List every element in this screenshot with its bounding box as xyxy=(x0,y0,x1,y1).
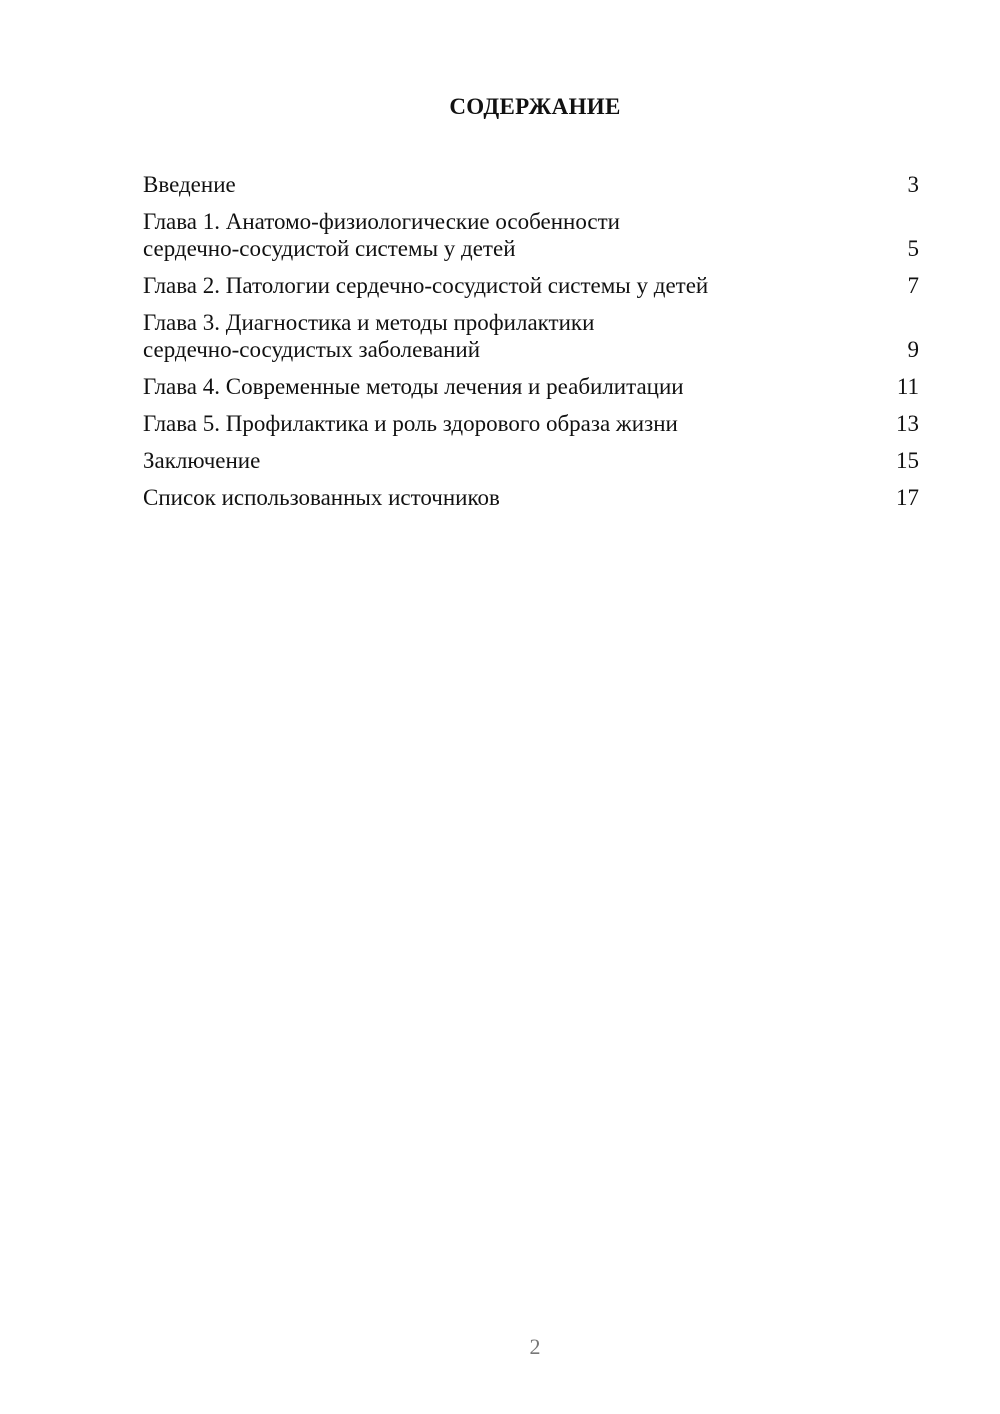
toc-entry-text: Заключение xyxy=(143,448,261,473)
toc-entry-text: Глава 1. Анатомо-физиологические особенности сердечно-сосудистой системы у детей xyxy=(143,209,620,261)
toc-entry-page: 9 xyxy=(907,337,919,362)
toc-entry-references xyxy=(143,484,919,511)
table-of-contents xyxy=(143,171,919,521)
toc-entry-conclusion xyxy=(143,447,919,474)
toc-entry-page: 7 xyxy=(907,273,919,298)
toc-entry-text: Глава 5. Профилактика и роль здорового образа жизни xyxy=(143,411,678,436)
toc-entry-chapter-3 xyxy=(143,309,919,363)
toc-entry-text: Введение xyxy=(143,172,236,197)
toc-entry-page: 3 xyxy=(907,172,919,197)
toc-entry-text: Глава 2. Патологии сердечно-сосудистой системы у детей xyxy=(143,273,709,298)
toc-entry-chapter-1 xyxy=(143,208,919,262)
toc-entry-text: Глава 3. Диагностика и методы профилактики сердечно-сосудистых заболеваний xyxy=(143,310,595,362)
page-title: СОДЕРЖАНИЕ xyxy=(449,94,621,119)
toc-entry-text: Глава 4. Современные методы лечения и реабилитации xyxy=(143,374,684,399)
toc-entry-chapter-5 xyxy=(143,410,919,437)
toc-entry-page: 11 xyxy=(896,374,919,399)
toc-entry-chapter-4 xyxy=(143,373,919,400)
toc-entry-page: 5 xyxy=(907,236,919,261)
toc-entry-introduction xyxy=(143,171,919,198)
page-number: 2 xyxy=(529,1334,541,1359)
toc-entry-page: 15 xyxy=(896,448,919,473)
toc-entry-page: 13 xyxy=(896,411,919,436)
toc-entry-text: Список использованных источников xyxy=(143,485,500,510)
toc-entry-chapter-2 xyxy=(143,272,919,299)
toc-entry-page: 17 xyxy=(896,485,919,510)
